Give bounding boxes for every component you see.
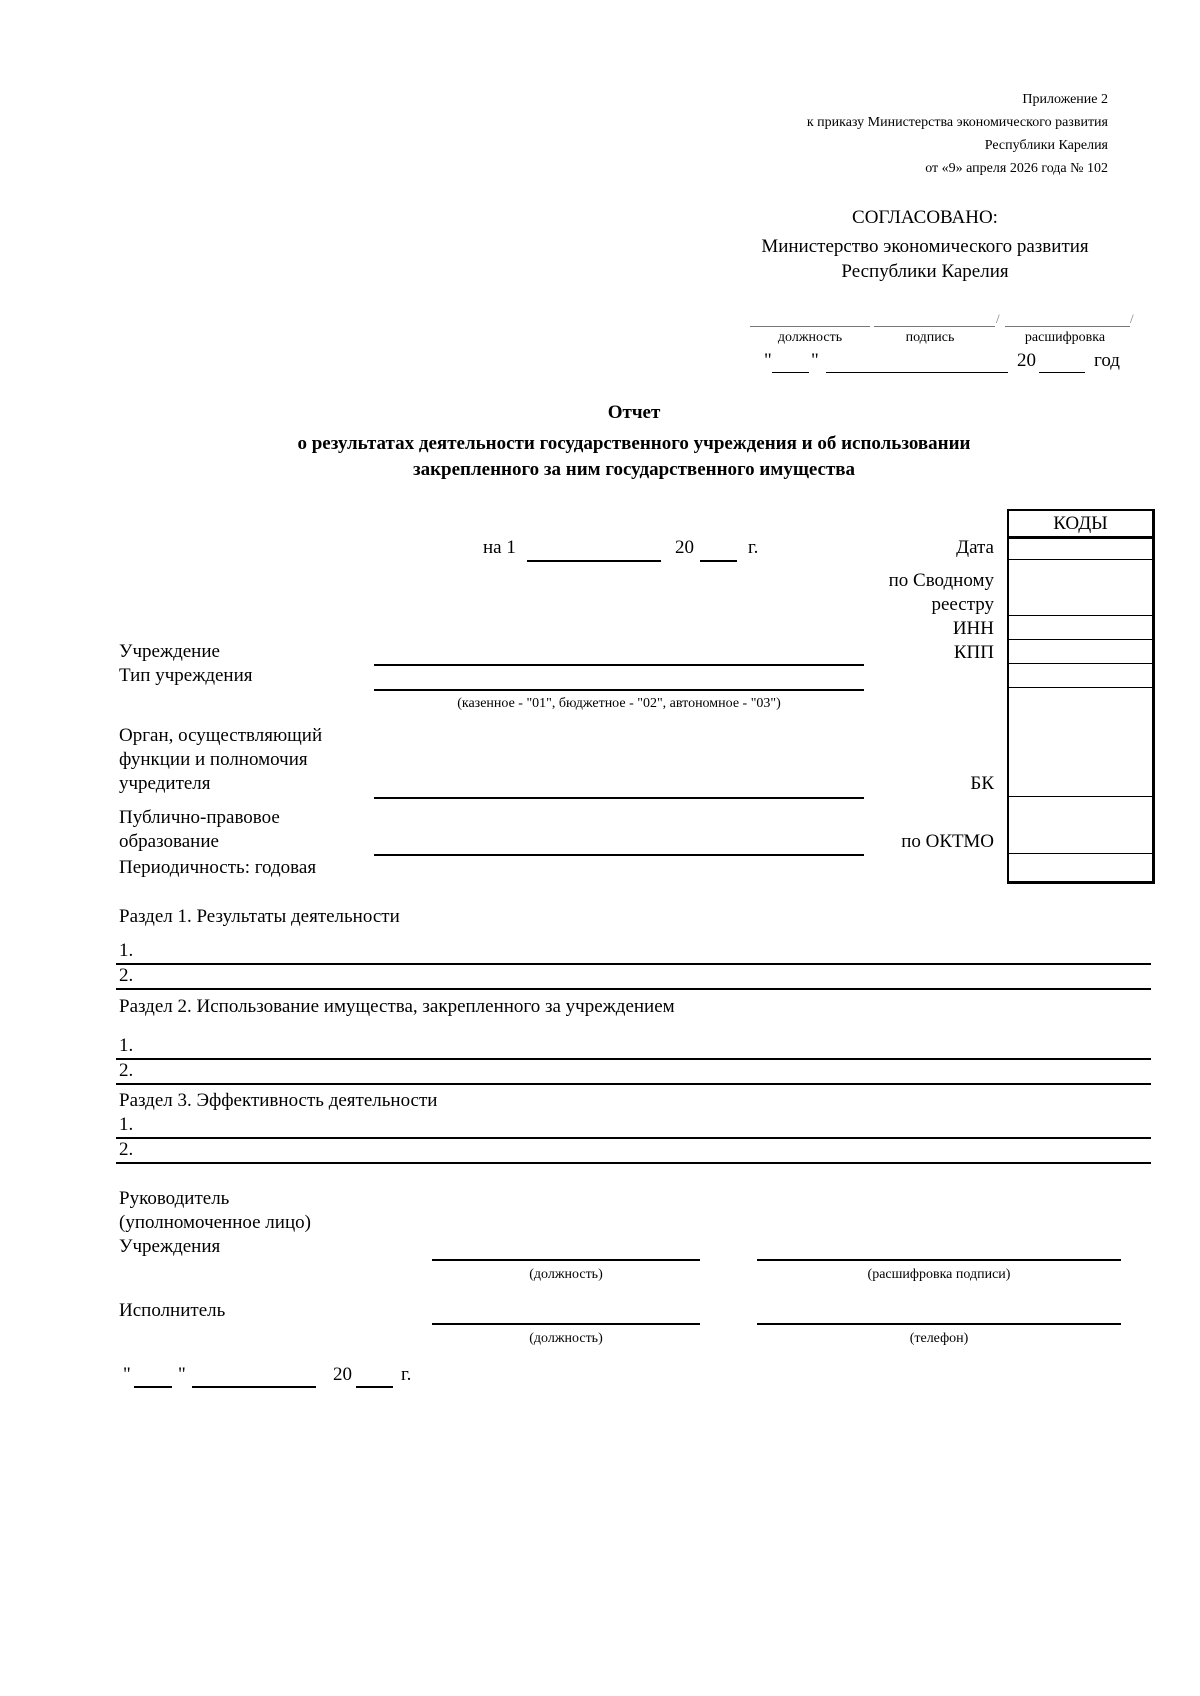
institution-type-hint: (казенное - "01", бюджетное - "02", автономное - "03") [457, 696, 781, 711]
codes-cell-bk[interactable] [1009, 687, 1152, 688]
report-year-line [700, 560, 737, 562]
approval-date-quote-close: " [811, 350, 819, 371]
section-3-line-1[interactable] [116, 1137, 1151, 1139]
public-entity-label-line-1: Публично-правовое [119, 807, 280, 828]
codes-registry-label-2: реестру [931, 594, 994, 615]
executor-position-line[interactable] [432, 1323, 700, 1325]
section-2-line-1[interactable] [116, 1058, 1151, 1060]
report-subtitle-line-2: закрепленного за ним государственного имущества [412, 459, 856, 480]
approval-title: СОГЛАСОВАНО: [852, 207, 998, 228]
approval-ministry-line-2: Республики Карелия [841, 261, 1009, 282]
codes-cell-kpp[interactable] [1009, 639, 1152, 640]
codes-cell-date[interactable] [1009, 536, 1152, 539]
codes-bk-label: БК [970, 773, 994, 794]
section-2-item-2: 2. [119, 1060, 134, 1081]
appendix-line-2: к приказу Министерства экономического развития [806, 115, 1108, 130]
approval-signature-line [874, 326, 995, 327]
section-2-line-2[interactable] [116, 1083, 1151, 1085]
codes-date-label: Дата [956, 537, 994, 558]
codes-cell-registry[interactable] [1009, 559, 1152, 560]
appendix-block [807, 88, 1108, 180]
organ-label-line-2: функции и полномочия [119, 749, 308, 770]
head-label-line-1: Руководитель [119, 1188, 230, 1209]
section-3-title: Раздел 3. Эффективность деятельности [119, 1090, 438, 1111]
approval-signature-label: подпись [905, 330, 955, 345]
approval-year-line [1039, 372, 1085, 373]
institution-type-label: Тип учреждения [119, 665, 253, 686]
report-date-prefix: на 1 [483, 537, 516, 558]
approval-year-suffix: год [1094, 350, 1120, 371]
codes-header: КОДЫ [1053, 513, 1108, 534]
report-year-suffix: г. [748, 537, 759, 558]
organ-label-line-3: учредителя [119, 773, 211, 794]
codes-box [1007, 509, 1155, 884]
codes-kpp-label: КПП [953, 642, 994, 663]
codes-cell-type[interactable] [1009, 663, 1152, 664]
section-3-item-2: 2. [119, 1139, 134, 1160]
appendix-line-3: Республики Карелия [984, 138, 1108, 153]
bottom-year-suffix: г. [401, 1364, 412, 1385]
approval-decoding-label: расшифровка [1024, 330, 1106, 345]
approval-month-line [826, 372, 1008, 373]
report-title: Отчет [607, 402, 661, 423]
section-1-title: Раздел 1. Результаты деятельности [119, 906, 400, 927]
institution-type-input-line[interactable] [374, 689, 864, 691]
organ-input-line[interactable] [374, 797, 864, 799]
head-decoding-label: (расшифровка подписи) [867, 1267, 1011, 1282]
periodicity-label: Периодичность: годовая [119, 857, 317, 878]
bottom-year-line[interactable] [356, 1386, 393, 1388]
organ-label-line-1: Орган, осуществляющий [119, 725, 323, 746]
codes-cell-inn[interactable] [1009, 615, 1152, 616]
bottom-year-prefix: 20 [333, 1364, 352, 1385]
approval-year-prefix: 20 [1017, 350, 1036, 371]
public-entity-input-line[interactable] [374, 854, 864, 856]
section-1-item-2: 2. [119, 965, 134, 986]
codes-oktmo-label: по ОКТМО [901, 831, 994, 852]
section-1-line-2[interactable] [116, 988, 1151, 990]
section-2-title: Раздел 2. Использование имущества, закрепленного за учреждением [119, 996, 675, 1017]
section-3-line-2[interactable] [116, 1162, 1151, 1164]
appendix-line-1: Приложение 2 [1022, 92, 1108, 107]
approval-position-line [750, 326, 870, 327]
codes-cell-oktmo[interactable] [1009, 796, 1152, 797]
bottom-date-quote-close: " [178, 1364, 186, 1385]
appendix-line-4: от «9» апреля 2026 года № 102 [925, 161, 1108, 176]
report-year-prefix: 20 [675, 537, 694, 558]
approval-day-line [772, 372, 809, 373]
codes-registry-label-1: по Сводному [888, 570, 994, 591]
head-position-line[interactable] [432, 1259, 700, 1261]
section-1-line-1[interactable] [116, 963, 1151, 965]
codes-cell-periodicity[interactable] [1009, 853, 1152, 854]
approval-ministry-line-1: Министерство экономического развития [761, 236, 1089, 257]
institution-label: Учреждение [119, 641, 220, 662]
approval-position-label: должность [777, 330, 843, 345]
public-entity-label-line-2: образование [119, 831, 219, 852]
bottom-month-line[interactable] [192, 1386, 316, 1388]
codes-inn-label: ИНН [952, 618, 994, 639]
approval-date-quote-open: " [764, 350, 772, 371]
approval-slash-2: / [1130, 311, 1134, 326]
report-subtitle-line-1: о результатах деятельности государственного учреждения и об использовании [297, 433, 971, 454]
head-label-line-2: (уполномоченное лицо) [119, 1212, 311, 1233]
section-3-item-1: 1. [119, 1114, 134, 1135]
approval-decoding-line [1005, 326, 1130, 327]
bottom-date-quote-open: " [123, 1364, 131, 1385]
section-1-item-1: 1. [119, 940, 134, 961]
approval-slash-1: / [996, 311, 1000, 326]
executor-label: Исполнитель [119, 1300, 226, 1321]
section-2-item-1: 1. [119, 1035, 134, 1056]
head-position-label: (должность) [529, 1267, 603, 1282]
report-date-line [527, 560, 661, 562]
executor-position-label: (должность) [529, 1331, 603, 1346]
head-label-line-3: Учреждения [119, 1236, 221, 1257]
bottom-day-line[interactable] [134, 1386, 172, 1388]
executor-phone-line[interactable] [757, 1323, 1121, 1325]
executor-phone-label: (телефон) [909, 1331, 969, 1346]
institution-input-line[interactable] [374, 664, 864, 666]
head-decoding-line[interactable] [757, 1259, 1121, 1261]
